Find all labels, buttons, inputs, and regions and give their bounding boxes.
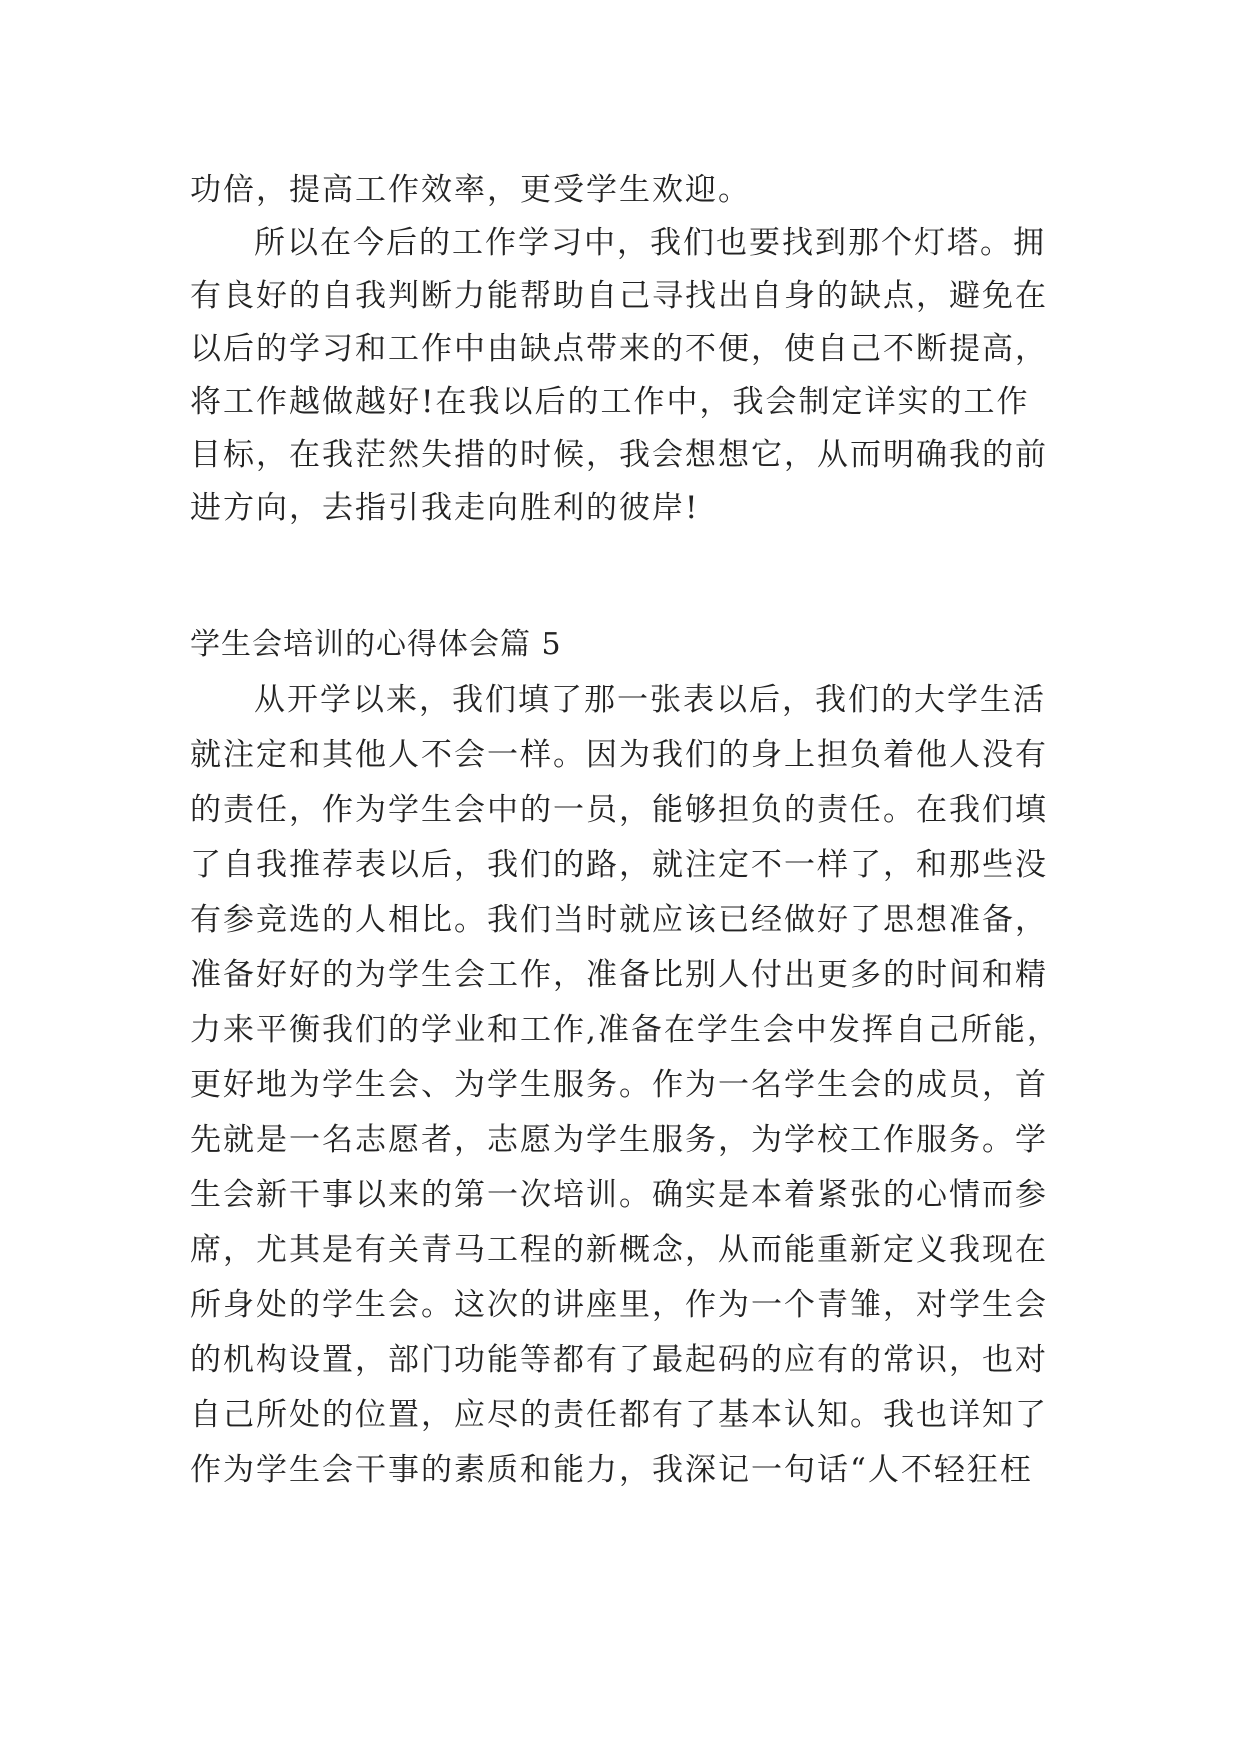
paragraph-line: 的机构设置，部门功能等都有了最起码的应有的常识，也对 [190,1342,1048,1378]
paragraph-line: 功倍，提高工作效率，更受学生欢迎。 [190,172,751,208]
paragraph-line: 有良好的自我判断力能帮助自己寻找出自身的缺点，避免在 [190,278,1048,314]
paragraph-line: 更好地为学生会、为学生服务。作为一名学生会的成员，首 [190,1067,1048,1103]
paragraph-line: 就注定和其他人不会一样。因为我们的身上担负着他人没有 [190,737,1048,773]
paragraph-line: 所以在今后的工作学习中，我们也要找到那个灯塔。拥 [254,225,1046,261]
paragraph-line: 有参竞选的人相比。我们当时就应该已经做好了思想准备， [190,902,1048,938]
paragraph-line: 作为学生会干事的素质和能力，我深记一句话“人不轻狂枉 [190,1452,1033,1488]
paragraph-line: 目标，在我茫然失措的时候，我会想想它，从而明确我的前 [190,437,1048,473]
paragraph-line: 自己所处的位置，应尽的责任都有了基本认知。我也详知了 [190,1397,1048,1433]
paragraph-line: 以后的学习和工作中由缺点带来的不便，使自己不断提高， [190,331,1048,367]
paragraph-line: 准备好好的为学生会工作，准备比别人付出更多的时间和精 [190,957,1048,993]
paragraph-line: 生会新干事以来的第一次培训。确实是本着紧张的心情而参 [190,1177,1048,1213]
paragraph-line: 席，尤其是有关青马工程的新概念，从而能重新定义我现在 [190,1232,1048,1268]
paragraph-line: 将工作越做越好!在我以后的工作中，我会制定详实的工作 [190,384,1030,420]
paragraph-line: 力来平衡我们的学业和工作,准备在学生会中发挥自己所能， [190,1012,1060,1048]
paragraph-line: 所身处的学生会。这次的讲座里，作为一个青雏，对学生会 [190,1287,1048,1323]
paragraph-line: 了自我推荐表以后，我们的路，就注定不一样了，和那些没 [190,847,1048,883]
paragraph-line: 进方向，去指引我走向胜利的彼岸! [190,490,700,526]
section-heading: 学生会培训的心得体会篇 5 [190,627,562,662]
paragraph-line: 先就是一名志愿者，志愿为学生服务，为学校工作服务。学 [190,1122,1048,1158]
paragraph-line: 从开学以来，我们填了那一张表以后，我们的大学生活 [254,682,1046,718]
paragraph-line: 的责任，作为学生会中的一员，能够担负的责任。在我们填 [190,792,1048,828]
